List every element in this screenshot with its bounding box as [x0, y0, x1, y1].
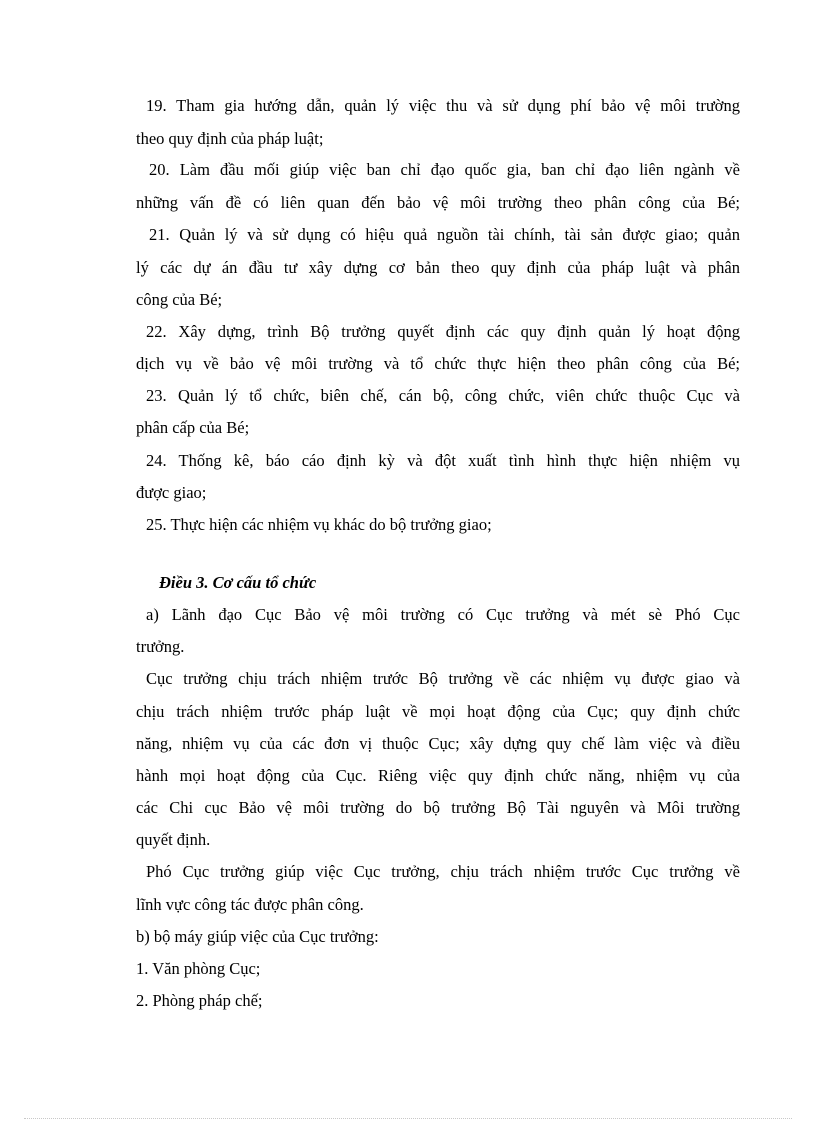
director-paragraph-line-3: năng, nhiệm vụ của các đơn vị thuộc Cục; xây dựng quy chế làm việc và điều: [136, 734, 740, 753]
paragraph-a-line-1: a) Lãnh đạo Cục Bảo vệ môi trường có Cục trưởng và mét sè Phó Cục: [146, 605, 740, 624]
item-24-line-1: 24. Thống kê, báo cáo định kỳ và đột xuất tình hình thực hiện nhiệm vụ: [146, 451, 740, 470]
item-21-line-1: 21. Quản lý và sử dụng có hiệu quả nguồn tài chính, tài sản được giao; quản: [149, 225, 740, 244]
paragraph-b-line: b) bộ máy giúp việc của Cục trưởng:: [136, 927, 379, 946]
item-23-line-1: 23. Quản lý tổ chức, biên chế, cán bộ, công chức, viên chức thuộc Cục và: [146, 386, 740, 405]
director-paragraph-line-6: quyết định.: [136, 830, 211, 849]
item-22-line-1: 22. Xây dựng, trình Bộ trưởng quyết định các quy định quản lý hoạt động: [146, 322, 740, 341]
list-item-legal: 2. Phòng pháp chế;: [136, 991, 263, 1010]
director-paragraph-line-5: các Chi cục Bảo vệ môi trường do bộ trưởng Bộ Tài nguyên và Môi trường: [136, 798, 740, 817]
item-22-line-2: dịch vụ về bảo vệ môi trường và tổ chức thực hiện theo phân công của Bé;: [136, 354, 740, 373]
director-paragraph-line-2: chịu trách nhiệm trước pháp luật về mọi hoạt động của Cục; quy định chức: [136, 702, 740, 721]
item-19-line-2: theo quy định của pháp luật;: [136, 129, 324, 148]
paragraph-a-line-2: trưởng.: [136, 637, 185, 656]
item-20-line-2: những vấn đề có liên quan đến bảo vệ môi trường theo phân công của Bé;: [136, 193, 740, 212]
item-21-line-3: công của Bé;: [136, 290, 223, 309]
page-bottom-border: [24, 1118, 792, 1119]
item-21-line-2: lý các dự án đầu tư xây dựng cơ bản theo quy định của pháp luật và phân: [136, 258, 740, 277]
item-23-line-2: phân cấp của Bé;: [136, 418, 250, 437]
item-24-line-2: được giao;: [136, 483, 207, 502]
article-3-heading: Điều 3. Cơ cấu tổ chức: [159, 573, 317, 592]
director-paragraph-line-1: Cục trưởng chịu trách nhiệm trước Bộ trưởng về các nhiệm vụ được giao và: [146, 669, 740, 688]
item-25-line-1: 25. Thực hiện các nhiệm vụ khác do bộ trưởng giao;: [146, 515, 492, 534]
deputy-paragraph-line-2: lĩnh vực công tác được phân công.: [136, 895, 364, 914]
list-item-office: 1. Văn phòng Cục;: [136, 959, 261, 978]
deputy-paragraph-line-1: Phó Cục trưởng giúp việc Cục trưởng, chịu trách nhiệm trước Cục trưởng về: [146, 862, 740, 881]
director-paragraph-line-4: hành mọi hoạt động của Cục. Riêng việc quy định chức năng, nhiệm vụ của: [136, 766, 740, 785]
item-20-line-1: 20. Làm đầu mối giúp việc ban chỉ đạo quốc gia, ban chỉ đạo liên ngành về: [149, 160, 740, 179]
item-19-line-1: 19. Tham gia hướng dẫn, quản lý việc thu và sử dụng phí bảo vệ môi trường: [146, 96, 740, 115]
